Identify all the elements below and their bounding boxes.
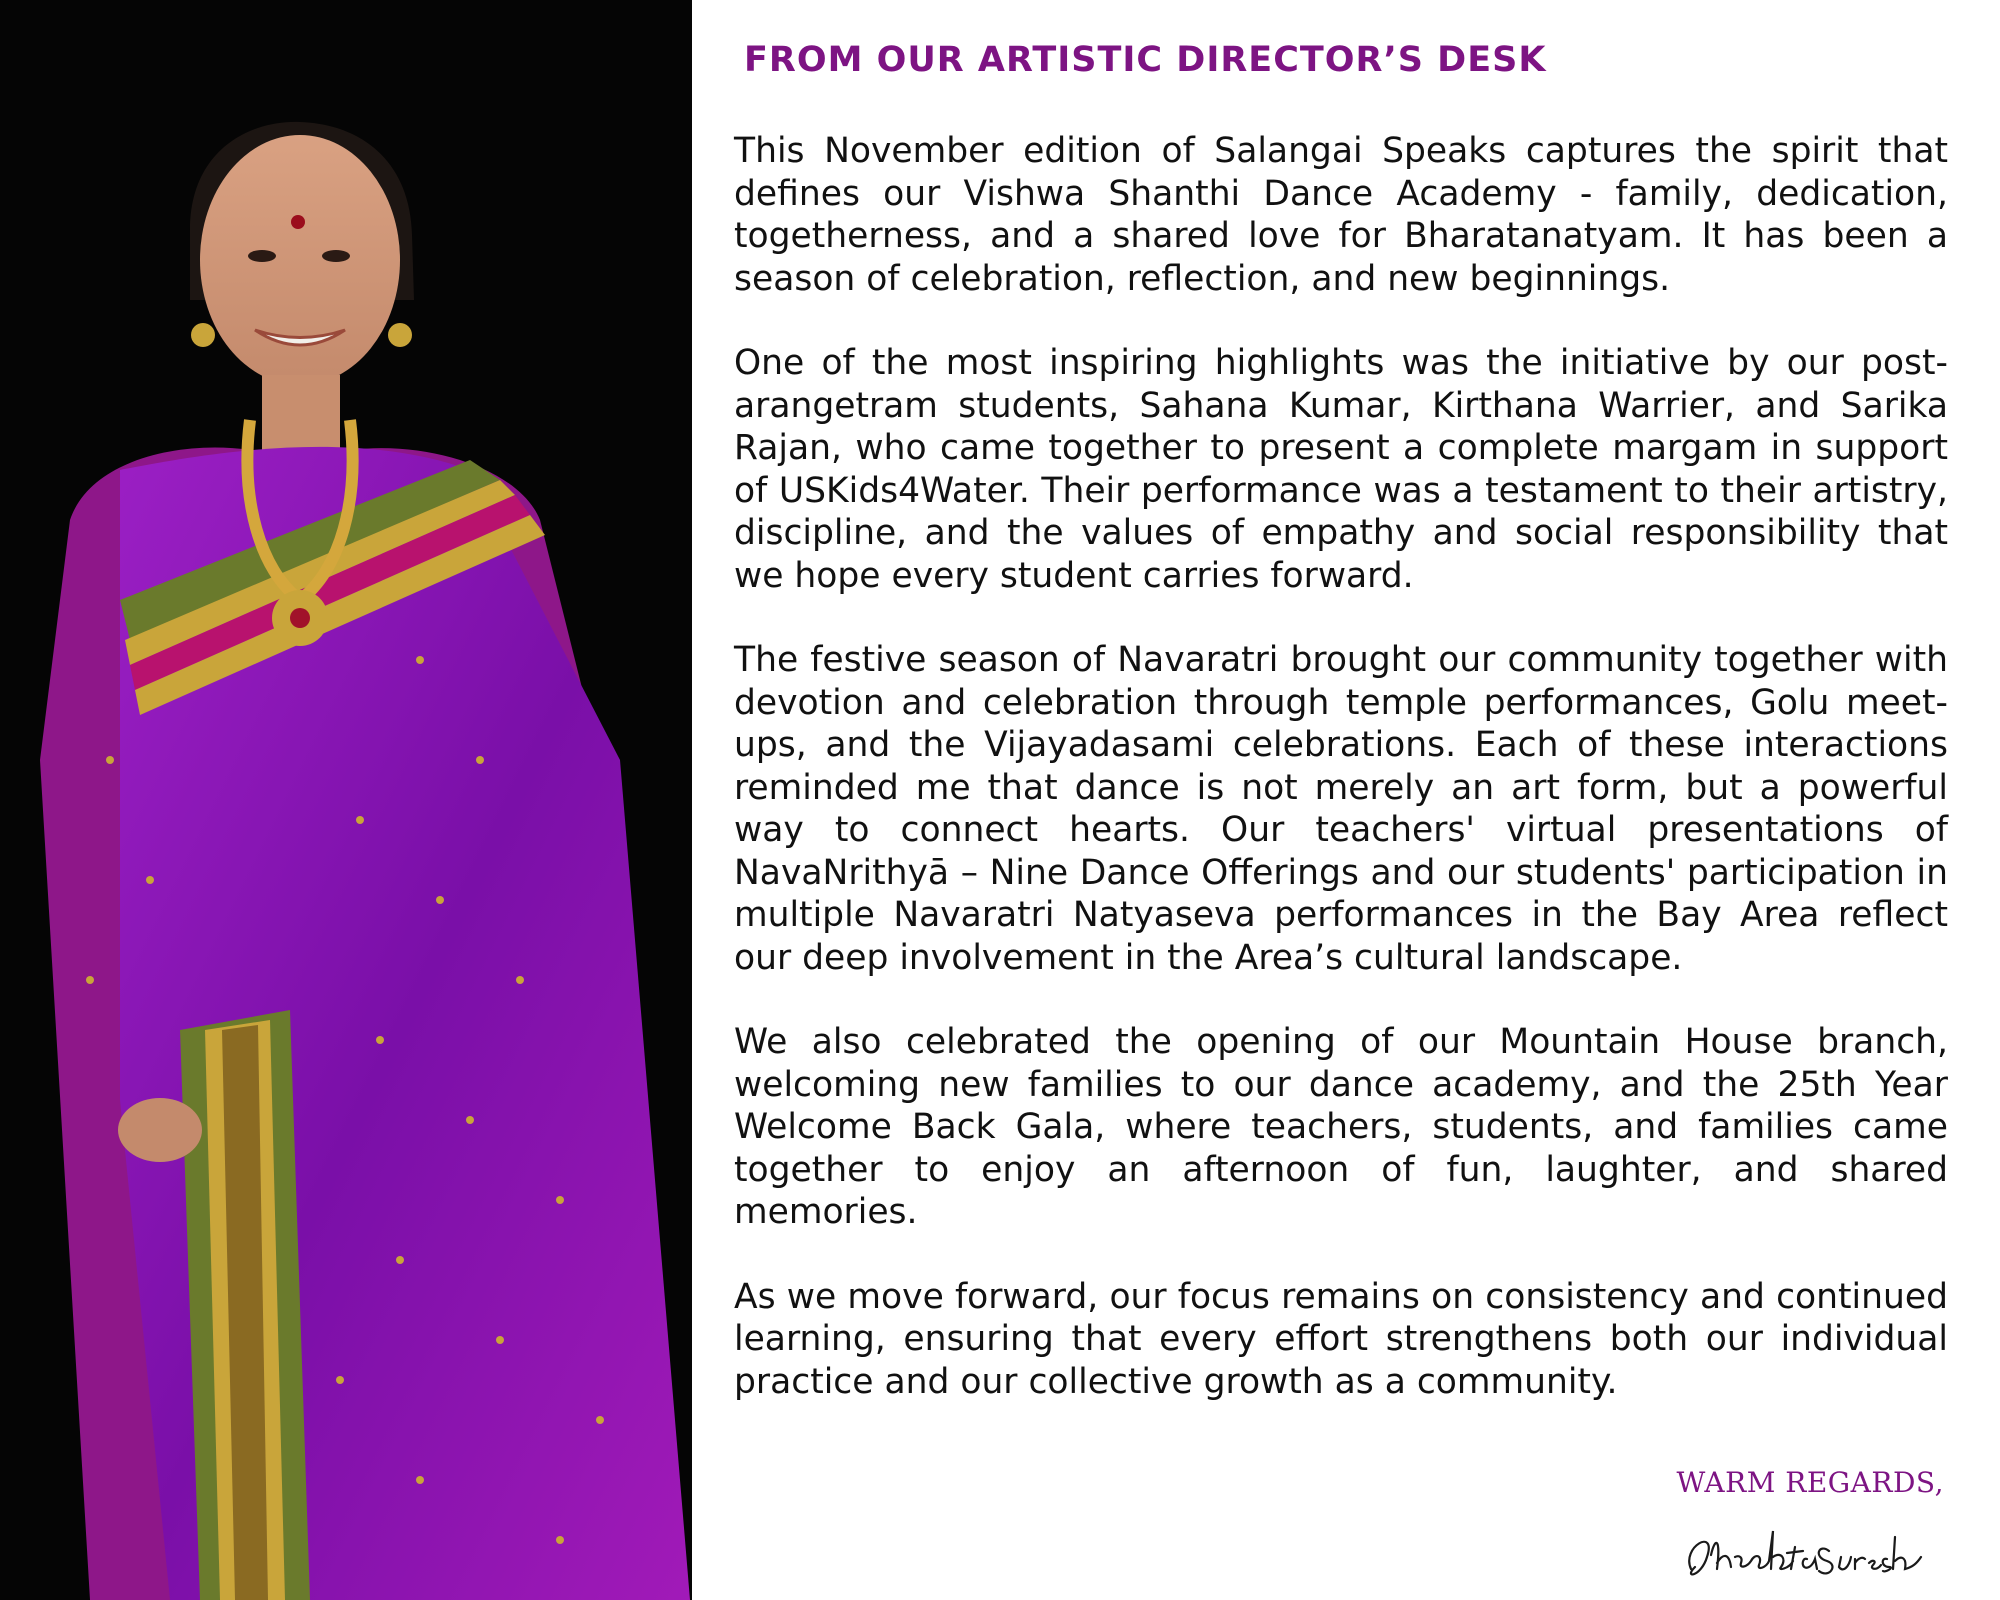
letter-paragraph: As we move forward, our focus remains on consistency and continued learning, ensuring that every effort strengthens both our individual practice and our collective growth as a community.	[734, 1276, 1948, 1402]
director-portrait	[0, 0, 692, 1600]
portrait-illustration	[0, 0, 692, 1600]
letter-paragraph: One of the most inspiring highlights was the initiative by our post-arangetram students, Sahana Kumar, Kirthana Warrier, and Sarika Rajan, who came together to present a complete margam in support of USKids4Water. Their performance was a testament to their artistry, discipline, and the values of empathy and social responsibility that we hope every student carries forward.	[734, 343, 1948, 596]
letter-paragraph: The festive season of Navaratri brought our community together with devotion and celebration through temple performances, Golu meet-ups, and the Vijayadasami celebrations. Each of these interactions reminded me that dance is not merely an art form, but a powerful way to connect hearts. Our teachers' virtual presentations of NavaNrithyā – Nine Dance Offerings and our students' participation in multiple Navaratri Natyaseva performances in the Bay Area reflect our deep involvement in the Area’s cultural landscape.	[734, 640, 1948, 978]
director-letter	[734, 36, 1948, 1576]
handwritten-signature	[1677, 1517, 1927, 1587]
signoff	[1677, 1466, 1944, 1587]
warm-regards-text: WARM REGARDS,	[1676, 1466, 1944, 1499]
letter-body	[734, 130, 1948, 1403]
letter-heading: FROM OUR ARTISTIC DIRECTOR’S DESK	[744, 40, 1547, 80]
letter-paragraph: This November edition of Salangai Speaks captures the spirit that defines our Vishwa Shanthi Dance Academy - family, dedication, togetherness, and a shared love for Bharatanatyam. It has been a season of celebration, reflection, and new beginnings.	[734, 131, 1948, 299]
letter-paragraph: We also celebrated the opening of our Mountain House branch, welcoming new families to our dance academy, and the 25th Year Welcome Back Gala, where teachers, students, and families came together to enjoy an afternoon of fun, laughter, and shared memories.	[734, 1022, 1948, 1232]
